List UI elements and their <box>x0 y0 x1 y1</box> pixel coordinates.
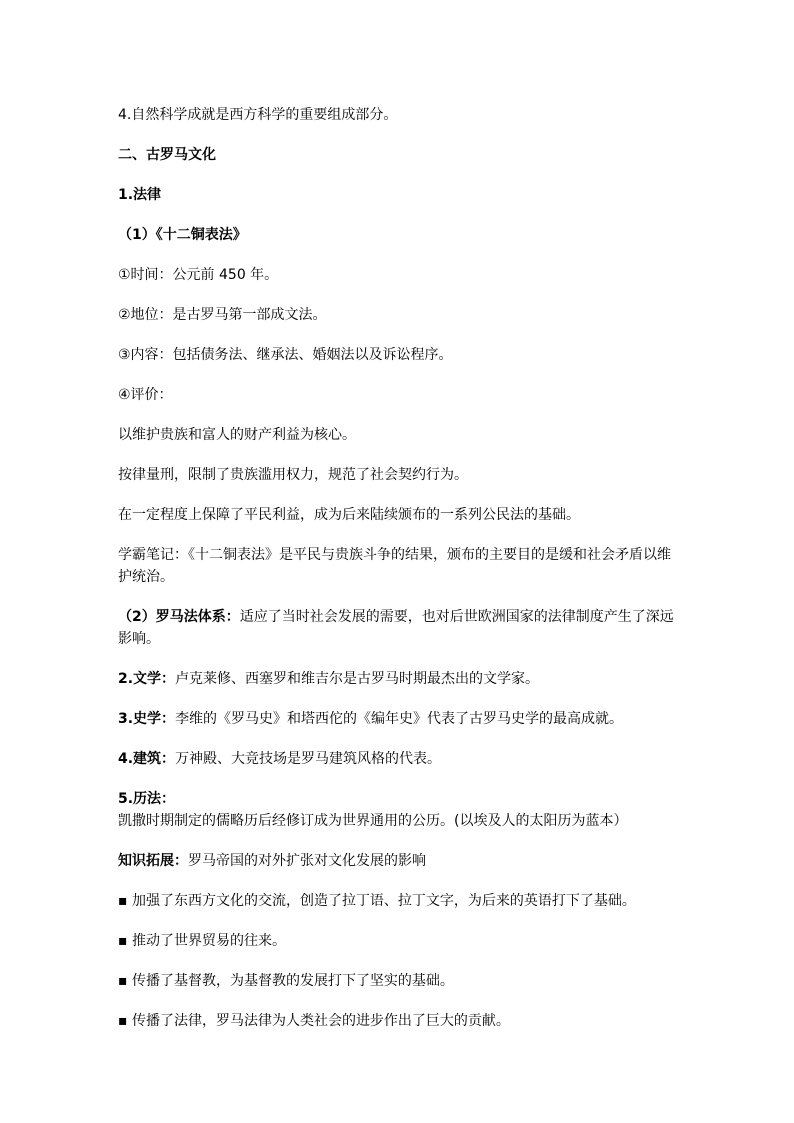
paragraph-roman-law-system <box>118 606 678 650</box>
label-calendar: 5.历法： <box>118 791 176 807</box>
label-roman-law-system: （2）罗马法体系： <box>118 609 240 625</box>
paragraph-natural-science: 4.自然科学成就是西方科学的重要组成部分。 <box>118 107 398 123</box>
text-knowledge-extension: 罗马帝国的对外扩张对文化发展的影响 <box>188 853 426 869</box>
label-literature: 2.文学： <box>118 671 176 687</box>
subheading-twelve-tables: （1）《十二铜表法》 <box>118 227 247 243</box>
paragraph-calendar <box>118 788 678 832</box>
paragraph-history <box>118 708 678 730</box>
evaluation-point-3: 在一定程度上保障了平民利益，成为后来陆续颁布的一系列公民法的基础。 <box>118 507 580 523</box>
item-content: ③内容：包括债务法、继承法、婚姻法以及诉讼程序。 <box>118 347 453 363</box>
bullet-christianity: ▪ 传播了基督教，为基督教的发展打下了坚实的基础。 <box>118 973 454 989</box>
paragraph-literature <box>118 668 678 690</box>
subheading-law: 1.法律 <box>118 187 162 203</box>
text-calendar: 凯撒时期制定的儒略历后经修订成为世界通用的公历。(以埃及人的太阳历为蓝本） <box>118 813 628 829</box>
evaluation-point-2: 按律量刑，限制了贵族滥用权力，规范了社会契约行为。 <box>118 467 468 483</box>
document-body <box>118 104 678 1032</box>
bullet-world-trade: ▪ 推动了世界贸易的往来。 <box>118 933 286 949</box>
label-knowledge-extension: 知识拓展： <box>118 853 188 869</box>
item-evaluation: ④评价： <box>118 387 173 403</box>
bullet-law-spread: ▪ 传播了法律，罗马法律为人类社会的进步作出了巨大的贡献。 <box>118 1013 510 1029</box>
paragraph-knowledge-extension <box>118 850 678 872</box>
label-architecture: 4.建筑： <box>118 751 176 767</box>
paragraph-architecture <box>118 748 678 770</box>
evaluation-point-1: 以维护贵族和富人的财产利益为核心。 <box>118 427 356 443</box>
text-literature: 卢克莱修、西塞罗和维吉尔是古罗马时期最杰出的文学家。 <box>175 671 540 687</box>
bullet-culture-exchange: ▪ 加强了东西方文化的交流，创造了拉丁语、拉丁文字，为后来的英语打下了基础。 <box>118 893 636 909</box>
item-time: ①时间：公元前 450 年。 <box>118 267 279 283</box>
item-status: ②地位：是古罗马第一部成文法。 <box>118 307 327 323</box>
section-heading-roman-culture: 二、古罗马文化 <box>118 147 216 163</box>
text-roman-law-system: 适应了当时社会发展的需要，也对后世欧洲国家的法律制度产生了深远影响。 <box>118 609 674 647</box>
text-history: 李维的《罗马史》和塔西佗的《编年史》代表了古罗马史学的最高成就。 <box>175 711 624 727</box>
text-architecture: 万神殿、大竞技场是罗马建筑风格的代表。 <box>175 751 442 767</box>
study-note: 学霸笔记：《十二铜表法》是平民与贵族斗争的结果，颁布的主要目的是缓和社会矛盾以维护统治。 <box>118 547 671 585</box>
label-history: 3.史学： <box>118 711 176 727</box>
